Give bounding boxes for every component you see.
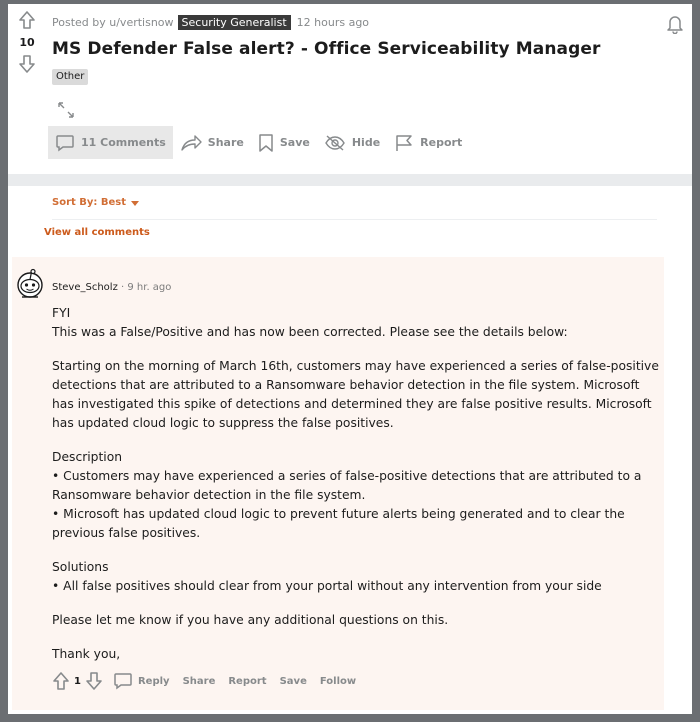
- save-label: Save: [279, 136, 310, 149]
- comment-score: 1: [74, 675, 81, 687]
- comment-paragraph: • All false positives should clear from your portal without any intervention from your side: [52, 579, 602, 593]
- report-button[interactable]: [387, 126, 469, 159]
- posted-by[interactable]: Posted by u/vertisnow: [52, 16, 174, 29]
- comment-time: · 9 hr. ago: [121, 282, 172, 293]
- section-divider: [8, 174, 692, 186]
- post-frame: [8, 4, 692, 714]
- comment-paragraph: • Microsoft has updated cloud logic to prevent future alerts being generated and to clear the previous false positives.: [52, 507, 625, 540]
- bell-icon[interactable]: [666, 14, 684, 34]
- comment-paragraph: Description: [52, 450, 123, 464]
- post-time: 12 hours ago: [296, 16, 370, 29]
- share-button[interactable]: [173, 126, 251, 159]
- comment-actions: [52, 671, 369, 691]
- vote-column: [8, 10, 46, 74]
- comment-paragraph: Please let me know if you have any additional questions on this.: [52, 613, 449, 627]
- post-actions: [48, 126, 469, 159]
- comment-paragraph: Starting on the morning of March 16th, customers may have experienced a series of false-positive detections that are attributed to a Ransomware behavior detection in the file system. Microsoft has investigated this spike of detections and determined they are false positive results. Microsoft has updated cloud logic to suppress the false positives.: [52, 359, 659, 430]
- comment-paragraph: • Customers may have experienced a series of false-positive detections that are attributed to a Ransomware behavior detection in the file system.: [52, 469, 642, 502]
- hide-button[interactable]: [317, 126, 387, 159]
- caret-down-icon: [130, 199, 140, 207]
- post-flair[interactable]: Other: [52, 69, 88, 85]
- comment-icon[interactable]: [113, 672, 133, 690]
- comment-paragraph: FYI: [52, 306, 71, 320]
- sort-dropdown[interactable]: [52, 197, 140, 208]
- share-icon: [180, 134, 202, 152]
- comment-paragraph: This was a False/Positive and has now been corrected. Please see the details below:: [52, 325, 568, 339]
- comment-author[interactable]: Steve_Scholz: [52, 282, 118, 293]
- comment-icon: [55, 134, 75, 152]
- comment-save-button[interactable]: Save: [279, 675, 307, 687]
- report-label: Report: [420, 136, 463, 149]
- bookmark-icon: [258, 133, 274, 153]
- hide-label: Hide: [351, 136, 381, 149]
- comment: [12, 257, 664, 710]
- avatar[interactable]: [16, 267, 44, 299]
- save-button[interactable]: [251, 126, 317, 159]
- post-meta: [52, 15, 369, 30]
- comment-share-button[interactable]: Share: [182, 675, 216, 687]
- view-all-comments-link[interactable]: View all comments: [44, 227, 150, 238]
- hide-icon: [324, 134, 346, 152]
- comment-paragraph: Thank you,: [52, 647, 121, 661]
- comment-report-button[interactable]: Report: [228, 675, 267, 687]
- post-score: 10: [19, 36, 35, 49]
- comment-meta: [52, 282, 171, 293]
- downvote-icon[interactable]: [85, 671, 103, 691]
- comment-body: [52, 304, 662, 679]
- upvote-icon[interactable]: [18, 10, 36, 30]
- reply-button[interactable]: Reply: [137, 675, 170, 687]
- follow-button[interactable]: Follow: [319, 675, 357, 687]
- flag-icon: [394, 134, 414, 152]
- post-title[interactable]: MS Defender False alert? - Office Serviceability Manager: [52, 39, 601, 59]
- sort-divider: [52, 219, 657, 220]
- comment-paragraph: Solutions: [52, 560, 109, 574]
- share-label: Share: [207, 136, 244, 149]
- upvote-icon[interactable]: [52, 671, 70, 691]
- expand-icon[interactable]: [56, 100, 76, 120]
- comments-label: 11 Comments: [81, 136, 166, 149]
- sort-label: Sort By: Best: [52, 197, 127, 208]
- downvote-icon[interactable]: [18, 54, 36, 74]
- comments-button[interactable]: [48, 126, 173, 159]
- user-flair: Security Generalist: [178, 15, 291, 30]
